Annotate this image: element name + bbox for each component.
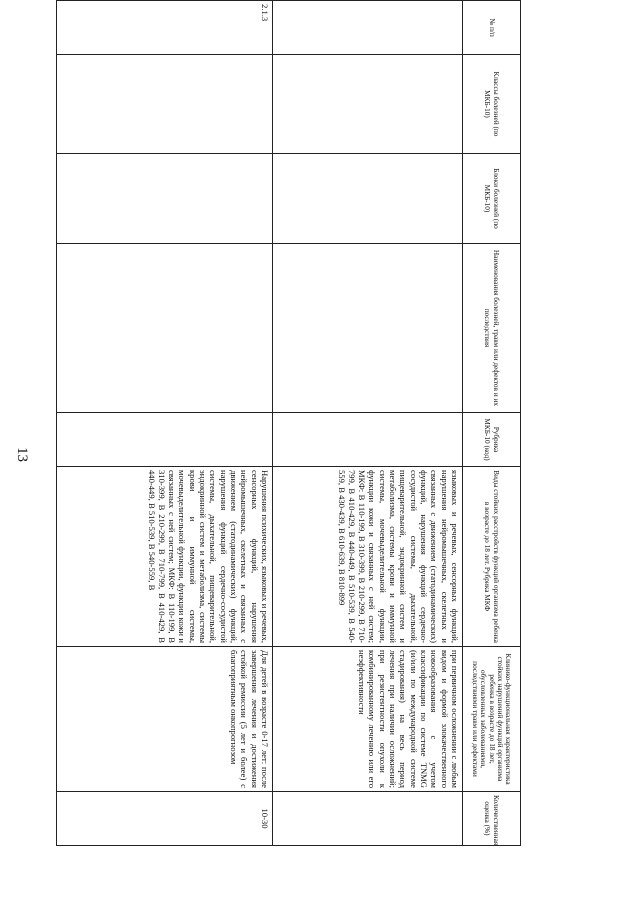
- header-name: Наименования болезней, травм или дефектов и их последствия: [463, 244, 521, 413]
- header-types: Виды стойких расстройств функций организма ребенка в возрасте до 18 лет. Рубрика МКФ: [463, 467, 521, 647]
- header-num: № п/п: [463, 1, 521, 55]
- cell-name: [57, 244, 273, 413]
- rotated-page-content: [56, 0, 521, 845]
- cell-score: [273, 792, 463, 846]
- page-number: 13: [14, 447, 30, 462]
- header-characteristic: Клинико-функциональная характеристика стойких нарушений функций организма ребенка в возрасте до 18 лет, обусловленных заболеваниями, последствиями травм или дефектами: [463, 647, 521, 792]
- cell-icd: [57, 413, 273, 467]
- cell-num: [273, 1, 463, 55]
- cell-class: [273, 55, 463, 154]
- header-class: Классы болезней (по МКБ-10): [463, 55, 521, 154]
- cell-characteristic: Для детей в возрасте 0-17 лет: после завершения лечения и достижения стойкой ремиссии (5 лет и более) с благоприятным онкопрогнозом: [57, 647, 273, 792]
- cell-block: [273, 154, 463, 244]
- cell-icd: [273, 413, 463, 467]
- header-row: [463, 1, 521, 846]
- table-row: [273, 1, 463, 846]
- disability-criteria-table: [56, 0, 521, 846]
- cell-characteristic: при первичном осложнении с любым видом и формой злокачественного новообразования с учетом классификации по системе TNMG (и/или по международной системе стадирования) на весь период лечения при наличии осложнений; при резистентности опухоли к комбинированному лечению или его неэффективности: [273, 647, 463, 792]
- header-block: Блоки болезней (по МКБ-10): [463, 154, 521, 244]
- cell-block: [57, 154, 273, 244]
- cell-num: 2.1.3: [57, 1, 273, 55]
- cell-types: Нарушения психических, языковых и речевых, сенсорных функций, нарушения нейромышечных, скелетных и связанных с движением (статодинамических) функций, нарушения функций сердечно-сосудистой системы, дыхательной, пищеварительной, эндокринной систем и метаболизма, системы крови и иммунной системы, мочевыделительной функции, функции кожи и связанных с ней систем; МКФ: В 110-199, В 310-399, В 210-299, В 710-799, В 410-429, В 440-449, В 510-539, В 540-559, В: [57, 467, 273, 647]
- header-score: Количественная оценка (%): [463, 792, 521, 846]
- cell-class: [57, 55, 273, 154]
- cell-types: языковых и речевых, сенсорных функций, нарушения нейромышечных, скелетных и связанных с движением (статодинамических) функций, нарушения функций сердечно-сосудистой системы, дыхательной, пищеварительной, эндокринной систем и метаболизма, системы крови и иммунной системы, мочевыделительной функции, функции кожи и связанных с ней систем; МКФ: В 110-199, В 310-399, В 210-299, В 710-799, В 410-429, В 440-449, В 510-539, В 540-559, В 430-439, В 610-639, В 810-899: [273, 467, 463, 647]
- table-row: [57, 1, 273, 846]
- header-icd: Рубрика МКБ-10 (код): [463, 413, 521, 467]
- cell-name: [273, 244, 463, 413]
- cell-score: 10-30: [57, 792, 273, 846]
